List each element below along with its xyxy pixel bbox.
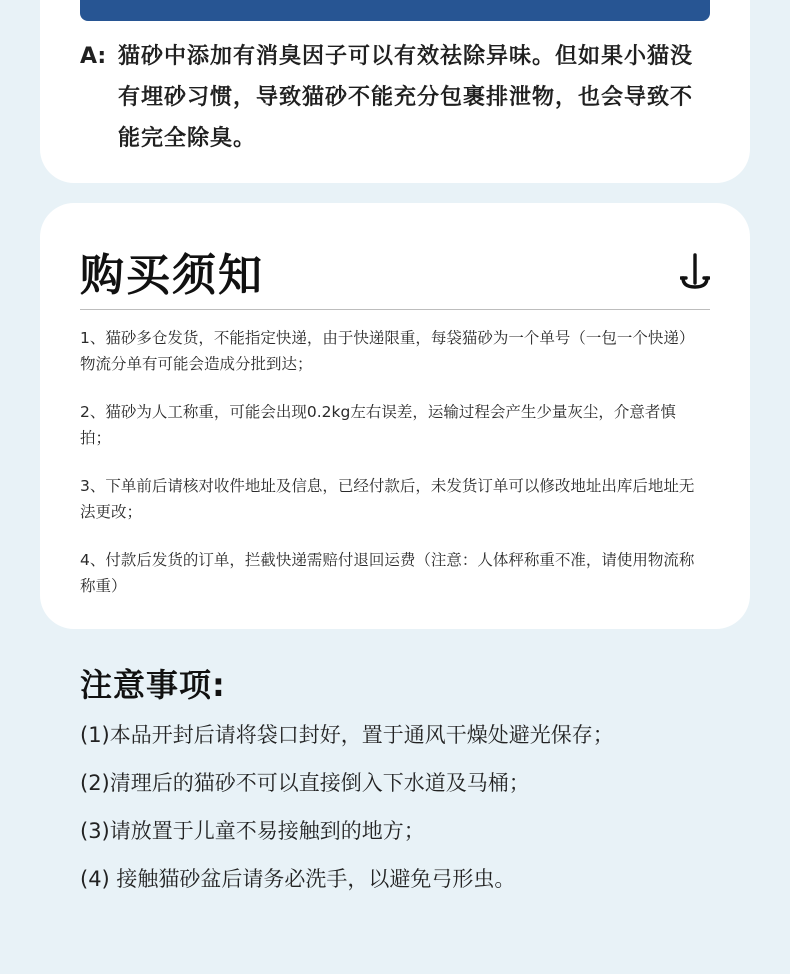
notice-item-2: 2、猫砂为人工称重，可能会出现0.2kg左右误差，运输过程会产生少量灰尘，介意者慎拍； [80, 403, 676, 447]
precautions-list [80, 722, 750, 892]
notice-divider [80, 309, 710, 310]
answer-label: A: [80, 44, 107, 69]
precaution-item-4: (4) 接触猫砂盆后请务必洗手，以避免弓形虫。 [80, 867, 516, 891]
purchase-notice-title: 购买须知 [80, 250, 264, 301]
precautions-section [80, 660, 750, 914]
precautions-title: 注意事项: [80, 666, 226, 704]
faq-card [40, 0, 750, 183]
precaution-item-1: (1)本品开封后请将袋口封好，置于通风干燥处避光保存； [80, 723, 614, 747]
notice-item-1: 1、猫砂多仓发货，不能指定快递，由于快递限重，每袋猫砂为一个单号（一包一个快递）物流分单有可能会造成分批到达； [80, 329, 695, 373]
notice-item-4: 4、付款后发货的订单，拦截快递需赔付退回运费（注意：人体秤称重不准，请使用物流称称重） [80, 551, 695, 595]
purchase-notice-card [40, 203, 750, 629]
notice-list [80, 325, 706, 621]
anchor-icon [680, 253, 710, 291]
precaution-item-2: (2)清理后的猫砂不可以直接倒入下水道及马桶； [80, 771, 530, 795]
notice-item-3: 3、下单前后请核对收件地址及信息，已经付款后，未发货订单可以修改地址出库后地址无法更改； [80, 477, 695, 521]
faq-answer [80, 36, 706, 159]
precaution-item-3: (3)请放置于儿童不易接触到的地方； [80, 819, 425, 843]
faq-header-bar [80, 0, 710, 21]
answer-text: 猫砂中添加有消臭因子可以有效祛除异味。但如果小猫没有埋砂习惯，导致猫砂不能充分包裹排泄物，也会导致不能完全除臭。 [118, 44, 694, 151]
